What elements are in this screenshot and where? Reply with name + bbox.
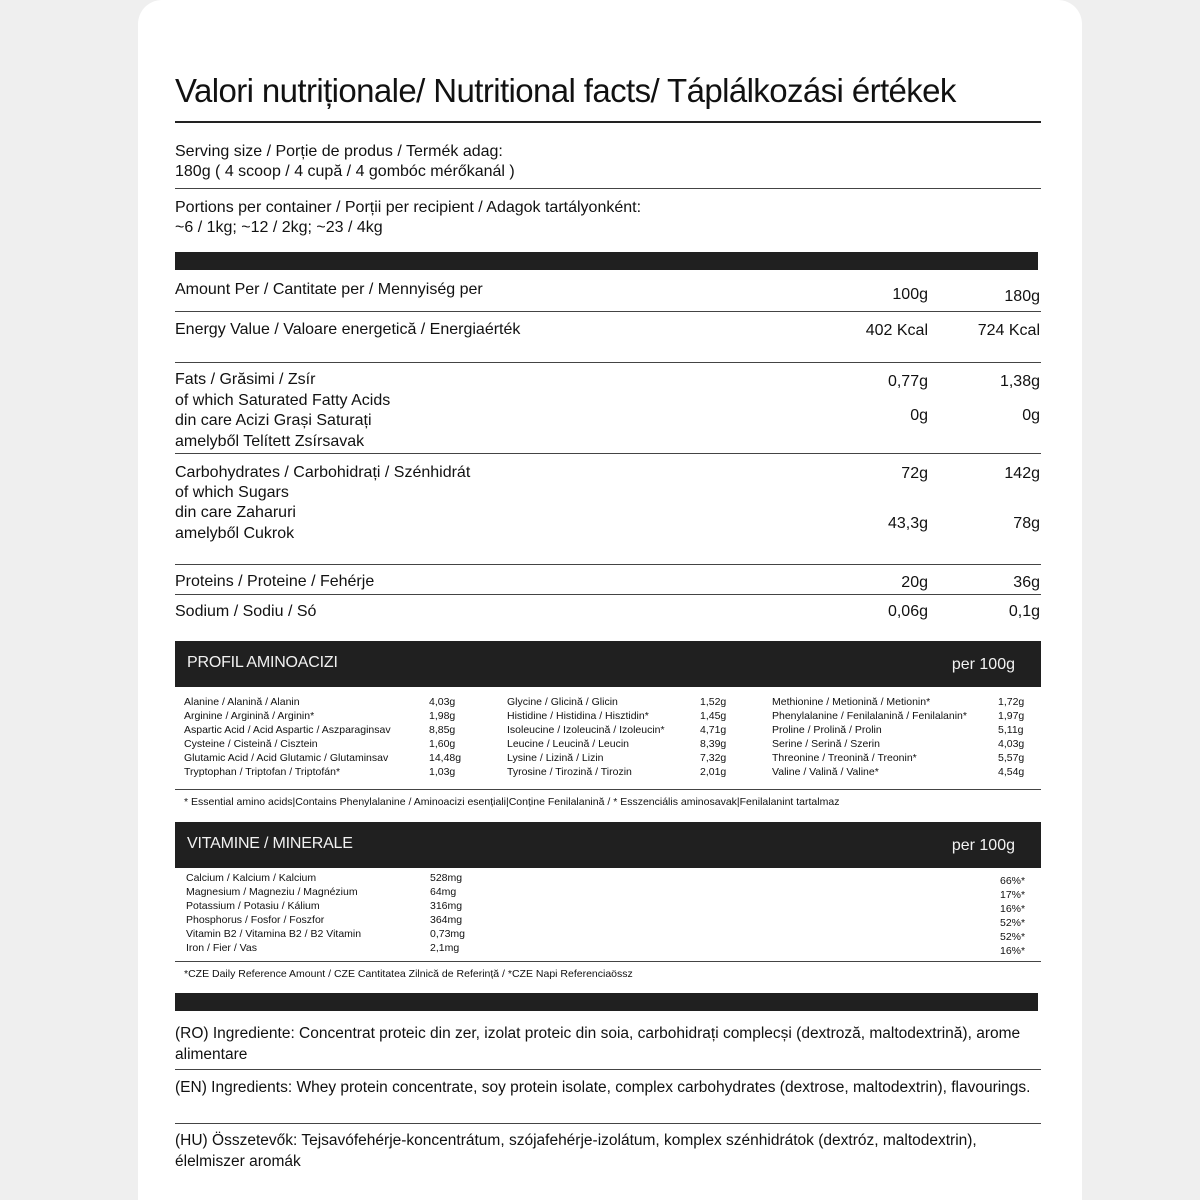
amino-footnote: * Essential amino acids|Contains Phenylalanine / Aminoacizi esențiali|Conține Fenilalanină / * Esszenciális aminosavak|Fenilalanint tartalmaz	[184, 796, 840, 808]
vitamin-percent: 16%*	[1000, 945, 1026, 957]
sodium-label: Sodium / Sodiu / Só	[175, 603, 317, 620]
vitamins-per: per 100g	[951, 837, 1015, 854]
amino-name: Leucine / Leucină / Leucin	[507, 738, 630, 750]
serving-label: Serving size / Porție de produs / Termék adag:	[175, 143, 503, 160]
amount-per-label: Amount Per / Cantitate per / Mennyiség per	[175, 281, 483, 298]
fats-label: Fats / Grăsimi / Zsír	[175, 371, 316, 388]
divider	[175, 564, 1041, 565]
amino-name: Threonine / Treonină / Treonin*	[772, 752, 917, 764]
vitamin-name: Calcium / Kalcium / Kalcium	[186, 872, 317, 884]
sugars-100g: 43,3g	[887, 515, 928, 532]
ingredients-hu: (HU) Összetevők: Tejsavófehérje-koncentrátum, szójafehérje-izolátum, komplex szénhidrátok (dextróz, maltodextrin), élelmiszer aromák	[175, 1132, 977, 1170]
ingredients-ro: (RO) Ingrediente: Concentrat proteic din zer, izolat proteic din soia, carbohidrați complecși (dextroză, maltodextrină), arome alimentare	[175, 1025, 1021, 1063]
ingredients-en: (EN) Ingredients: Whey protein concentrate, soy protein isolate, complex carbohydrates (dextrose, maltodextrin), flavourings.	[175, 1079, 1031, 1096]
vitamin-name: Potassium / Potasiu / Kálium	[186, 900, 320, 912]
carbs-180g: 142g	[1004, 465, 1040, 482]
divider	[175, 961, 1041, 962]
energy-label: Energy Value / Valoare energetică / Energiaérték	[175, 321, 521, 338]
amino-per: per 100g	[951, 656, 1015, 673]
vitamin-percent: 17%*	[1000, 889, 1026, 901]
amino-name: Aspartic Acid / Acid Aspartic / Aszparaginsav	[184, 724, 391, 736]
amino-header	[175, 641, 1041, 687]
amino-value: 4,03g	[429, 696, 456, 708]
amino-name: Isoleucine / Izoleucină / Izoleucin*	[507, 724, 665, 736]
saturated-180g: 0g	[1022, 407, 1040, 424]
amino-value: 1,60g	[429, 738, 456, 750]
amino-value: 4,71g	[700, 724, 727, 736]
vitamin-percent: 52%*	[1000, 917, 1026, 929]
amino-value: 8,85g	[429, 724, 456, 736]
vitamin-name: Vitamin B2 / Vitamina B2 / B2 Vitamin	[186, 928, 362, 940]
amino-name: Alanine / Alanină / Alanin	[184, 696, 300, 708]
vitamins-footnote: *CZE Daily Reference Amount / CZE Cantitatea Zilnică de Referință / *CZE Napi Referenciaössz	[184, 968, 633, 980]
amino-value: 1,98g	[429, 710, 456, 722]
divider	[175, 453, 1041, 454]
amino-name: Lysine / Lizină / Lizin	[507, 752, 604, 764]
amino-value: 4,03g	[998, 738, 1025, 750]
proteins-100g: 20g	[901, 574, 928, 591]
fats-saturated-en: of which Saturated Fatty Acids	[175, 392, 391, 409]
section-bar	[175, 993, 1038, 1011]
divider	[175, 362, 1041, 363]
carbs-label: Carbohydrates / Carbohidrați / Szénhidrát	[175, 464, 471, 481]
amino-value: 5,57g	[998, 752, 1025, 764]
carbs-sugars-ro: din care Zaharuri	[175, 504, 296, 521]
amino-value: 2,01g	[700, 766, 727, 778]
vitamin-value: 2,1mg	[430, 942, 460, 954]
fats-saturated-ro: din care Acizi Grași Saturați	[175, 412, 372, 429]
serving-value: 180g ( 4 scoop / 4 cupă / 4 gombóc mérőkanál )	[175, 163, 515, 180]
vitamin-value: 528mg	[430, 872, 463, 884]
sodium-180g: 0,1g	[1008, 603, 1040, 620]
amino-name: Proline / Prolină / Prolin	[772, 724, 882, 736]
vitamin-percent: 66%*	[1000, 875, 1026, 887]
amino-value: 1,03g	[429, 766, 456, 778]
amino-name: Serine / Serină / Szerin	[772, 738, 880, 750]
vitamin-value: 316mg	[430, 900, 463, 912]
amino-value: 1,97g	[998, 710, 1025, 722]
section-bar	[175, 252, 1038, 270]
amino-name: Cysteine / Cisteină / Cisztein	[184, 738, 318, 750]
fats-100g: 0,77g	[887, 373, 928, 390]
carbs-100g: 72g	[901, 465, 928, 482]
divider	[175, 789, 1041, 790]
sodium-100g: 0,06g	[887, 603, 928, 620]
vitamin-percent: 52%*	[1000, 931, 1026, 943]
divider	[175, 1069, 1041, 1070]
divider	[175, 1123, 1041, 1124]
fats-180g: 1,38g	[999, 373, 1040, 390]
carbs-sugars-en: of which Sugars	[175, 484, 289, 501]
column-100g: 100g	[892, 286, 928, 303]
proteins-label: Proteins / Proteine / Fehérje	[175, 573, 375, 590]
portions-value: ~6 / 1kg; ~12 / 2kg; ~23 / 4kg	[175, 219, 383, 236]
vitamins-heading: VITAMINE / MINERALE	[187, 835, 353, 852]
vitamin-value: 64mg	[430, 886, 457, 898]
amino-value: 5,11g	[998, 724, 1024, 736]
carbs-sugars-hu: amelyből Cukrok	[175, 525, 295, 542]
amino-value: 1,52g	[700, 696, 727, 708]
energy-180g: 724 Kcal	[977, 322, 1040, 339]
vitamin-percent: 16%*	[1000, 903, 1026, 915]
vitamin-name: Phosphorus / Fosfor / Foszfor	[186, 914, 325, 926]
energy-100g: 402 Kcal	[865, 322, 928, 339]
page-title: Valori nutriționale/ Nutritional facts/ Táplálkozási értékek	[175, 72, 956, 109]
vitamin-name: Iron / Fier / Vas	[186, 942, 257, 954]
amino-name: Methionine / Metionină / Metionin*	[772, 696, 931, 708]
amino-heading: PROFIL AMINOACIZI	[187, 654, 338, 671]
vitamin-value: 0,73mg	[430, 928, 466, 940]
vitamins-header	[175, 822, 1041, 868]
vitamin-name: Magnesium / Magneziu / Magnézium	[186, 886, 358, 898]
amino-value: 14,48g	[429, 752, 462, 764]
proteins-180g: 36g	[1013, 574, 1040, 591]
amino-name: Tryptophan / Triptofan / Triptofán*	[184, 766, 341, 778]
amino-name: Glutamic Acid / Acid Glutamic / Glutaminsav	[184, 752, 389, 764]
divider	[175, 121, 1041, 123]
divider	[175, 311, 1041, 312]
amino-name: Histidine / Histidina / Hisztidin*	[507, 710, 649, 722]
amino-name: Glycine / Glicină / Glicin	[507, 696, 618, 708]
portions-label: Portions per container / Porții per recipient / Adagok tartályonként:	[175, 199, 642, 216]
fats-saturated-hu: amelyből Telített Zsírsavak	[175, 433, 365, 450]
amino-value: 1,72g	[998, 696, 1025, 708]
column-180g: 180g	[1004, 288, 1040, 305]
amino-value: 8,39g	[700, 738, 727, 750]
amino-name: Arginine / Arginină / Arginin*	[184, 710, 315, 722]
amino-value: 7,32g	[700, 752, 727, 764]
amino-value: 1,45g	[700, 710, 727, 722]
amino-name: Tyrosine / Tirozină / Tirozin	[507, 766, 632, 778]
divider	[175, 594, 1041, 595]
amino-name: Valine / Valină / Valine*	[772, 766, 879, 778]
divider	[175, 188, 1041, 189]
amino-value: 4,54g	[998, 766, 1025, 778]
amino-name: Phenylalanine / Fenilalanină / Fenilalanin*	[772, 710, 967, 722]
vitamin-value: 364mg	[430, 914, 463, 926]
sugars-180g: 78g	[1013, 515, 1040, 532]
saturated-100g: 0g	[910, 407, 928, 424]
